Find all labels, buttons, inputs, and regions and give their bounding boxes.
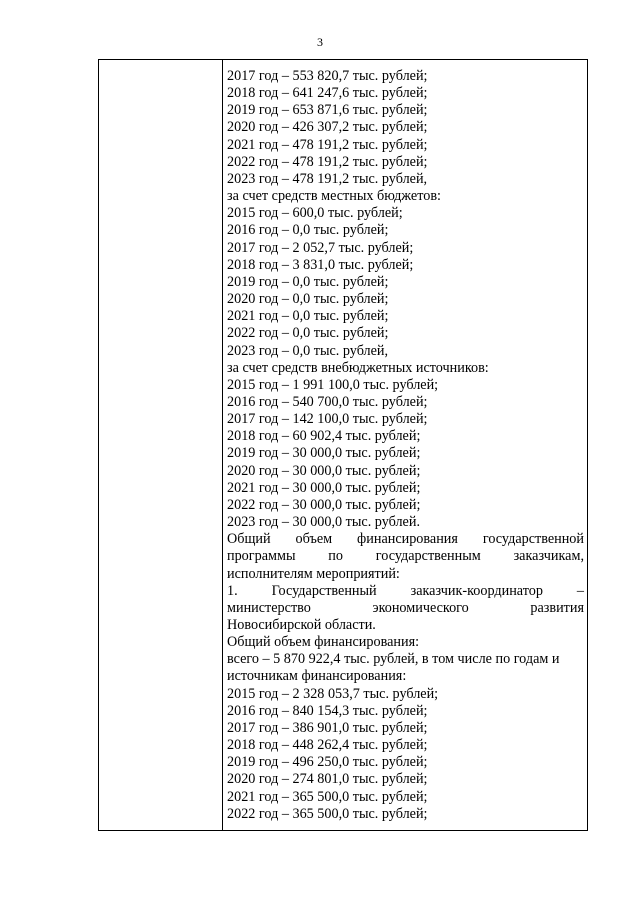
text-line: 2018 год – 60 902,4 тыс. рублей; <box>227 428 421 445</box>
text-line: 2015 год – 1 991 100,0 тыс. рублей; <box>227 376 439 393</box>
text-line: 2018 год – 641 247,6 тыс. рублей; <box>227 85 428 102</box>
text-line: 2022 год – 30 000,0 тыс. рублей; <box>227 496 421 513</box>
text-line: 2017 год – 553 820,7 тыс. рублей; <box>227 68 428 84</box>
text-line: министерство экономического развития <box>227 599 584 616</box>
text-line: 2015 год – 600,0 тыс. рублей; <box>227 205 403 222</box>
text-line: 2020 год – 426 307,2 тыс. рублей; <box>227 119 428 136</box>
text-line: 2023 год – 0,0 тыс. рублей, <box>227 342 389 359</box>
page-number: 3 <box>317 35 323 49</box>
text-line: всего – 5 870 922,4 тыс. рублей, в том числе по годам и <box>227 651 560 668</box>
text-line: 2021 год – 0,0 тыс. рублей; <box>227 308 389 325</box>
text-line: программы по государственным заказчикам, <box>227 548 584 565</box>
text-line: 2016 год – 540 700,0 тыс. рублей; <box>227 393 428 410</box>
text-line: 2016 год – 0,0 тыс. рублей; <box>227 222 389 239</box>
text-line: 2022 год – 365 500,0 тыс. рублей; <box>227 805 428 822</box>
document-table <box>98 59 588 831</box>
text-line: Общий объем финансирования государственной <box>227 531 584 548</box>
text-line: 2020 год – 30 000,0 тыс. рублей; <box>227 462 421 479</box>
text-line: 2021 год – 478 191,2 тыс. рублей; <box>227 136 428 153</box>
text-line: Общий объем финансирования: <box>227 634 420 651</box>
text-line: 2023 год – 478 191,2 тыс. рублей, <box>227 170 428 187</box>
text-line: источникам финансирования: <box>227 668 407 685</box>
text-line: 2022 год – 478 191,2 тыс. рублей; <box>227 153 428 170</box>
text-line: 2019 год – 496 250,0 тыс. рублей; <box>227 754 428 771</box>
text-line: 2017 год – 386 901,0 тыс. рублей; <box>227 719 428 736</box>
text-line: 2016 год – 840 154,3 тыс. рублей; <box>227 702 428 719</box>
text-line: 2015 год – 2 328 053,7 тыс. рублей; <box>227 685 439 702</box>
text-line: 2019 год – 653 871,6 тыс. рублей; <box>227 102 428 119</box>
text-line: за счет средств внебюджетных источников: <box>227 359 489 376</box>
text-line: 2022 год – 0,0 тыс. рублей; <box>227 325 389 342</box>
text-line: 2019 год – 0,0 тыс. рублей; <box>227 273 389 290</box>
text-line: 2020 год – 0,0 тыс. рублей; <box>227 291 389 308</box>
text-line: 2018 год – 448 262,4 тыс. рублей; <box>227 737 428 754</box>
text-line: Новосибирской области. <box>227 617 376 633</box>
text-line: 2023 год – 30 000,0 тыс. рублей. <box>227 514 420 531</box>
text-line: за счет средств местных бюджетов: <box>227 188 441 205</box>
text-line: 2021 год – 30 000,0 тыс. рублей; <box>227 479 421 496</box>
table-cell-right <box>227 68 584 823</box>
text-line: 2017 год – 142 100,0 тыс. рублей; <box>227 411 428 428</box>
text-line: 2017 год – 2 052,7 тыс. рублей; <box>227 239 414 256</box>
text-line: 2021 год – 365 500,0 тыс. рублей; <box>227 788 428 805</box>
text-line: исполнителям мероприятий: <box>227 565 400 582</box>
column-divider <box>222 60 223 830</box>
text-line: 2018 год – 3 831,0 тыс. рублей; <box>227 256 414 273</box>
text-line: 2020 год – 274 801,0 тыс. рублей; <box>227 771 428 788</box>
text-line: 2019 год – 30 000,0 тыс. рублей; <box>227 445 421 462</box>
text-line: 1. Государственный заказчик-координатор – <box>227 582 584 599</box>
